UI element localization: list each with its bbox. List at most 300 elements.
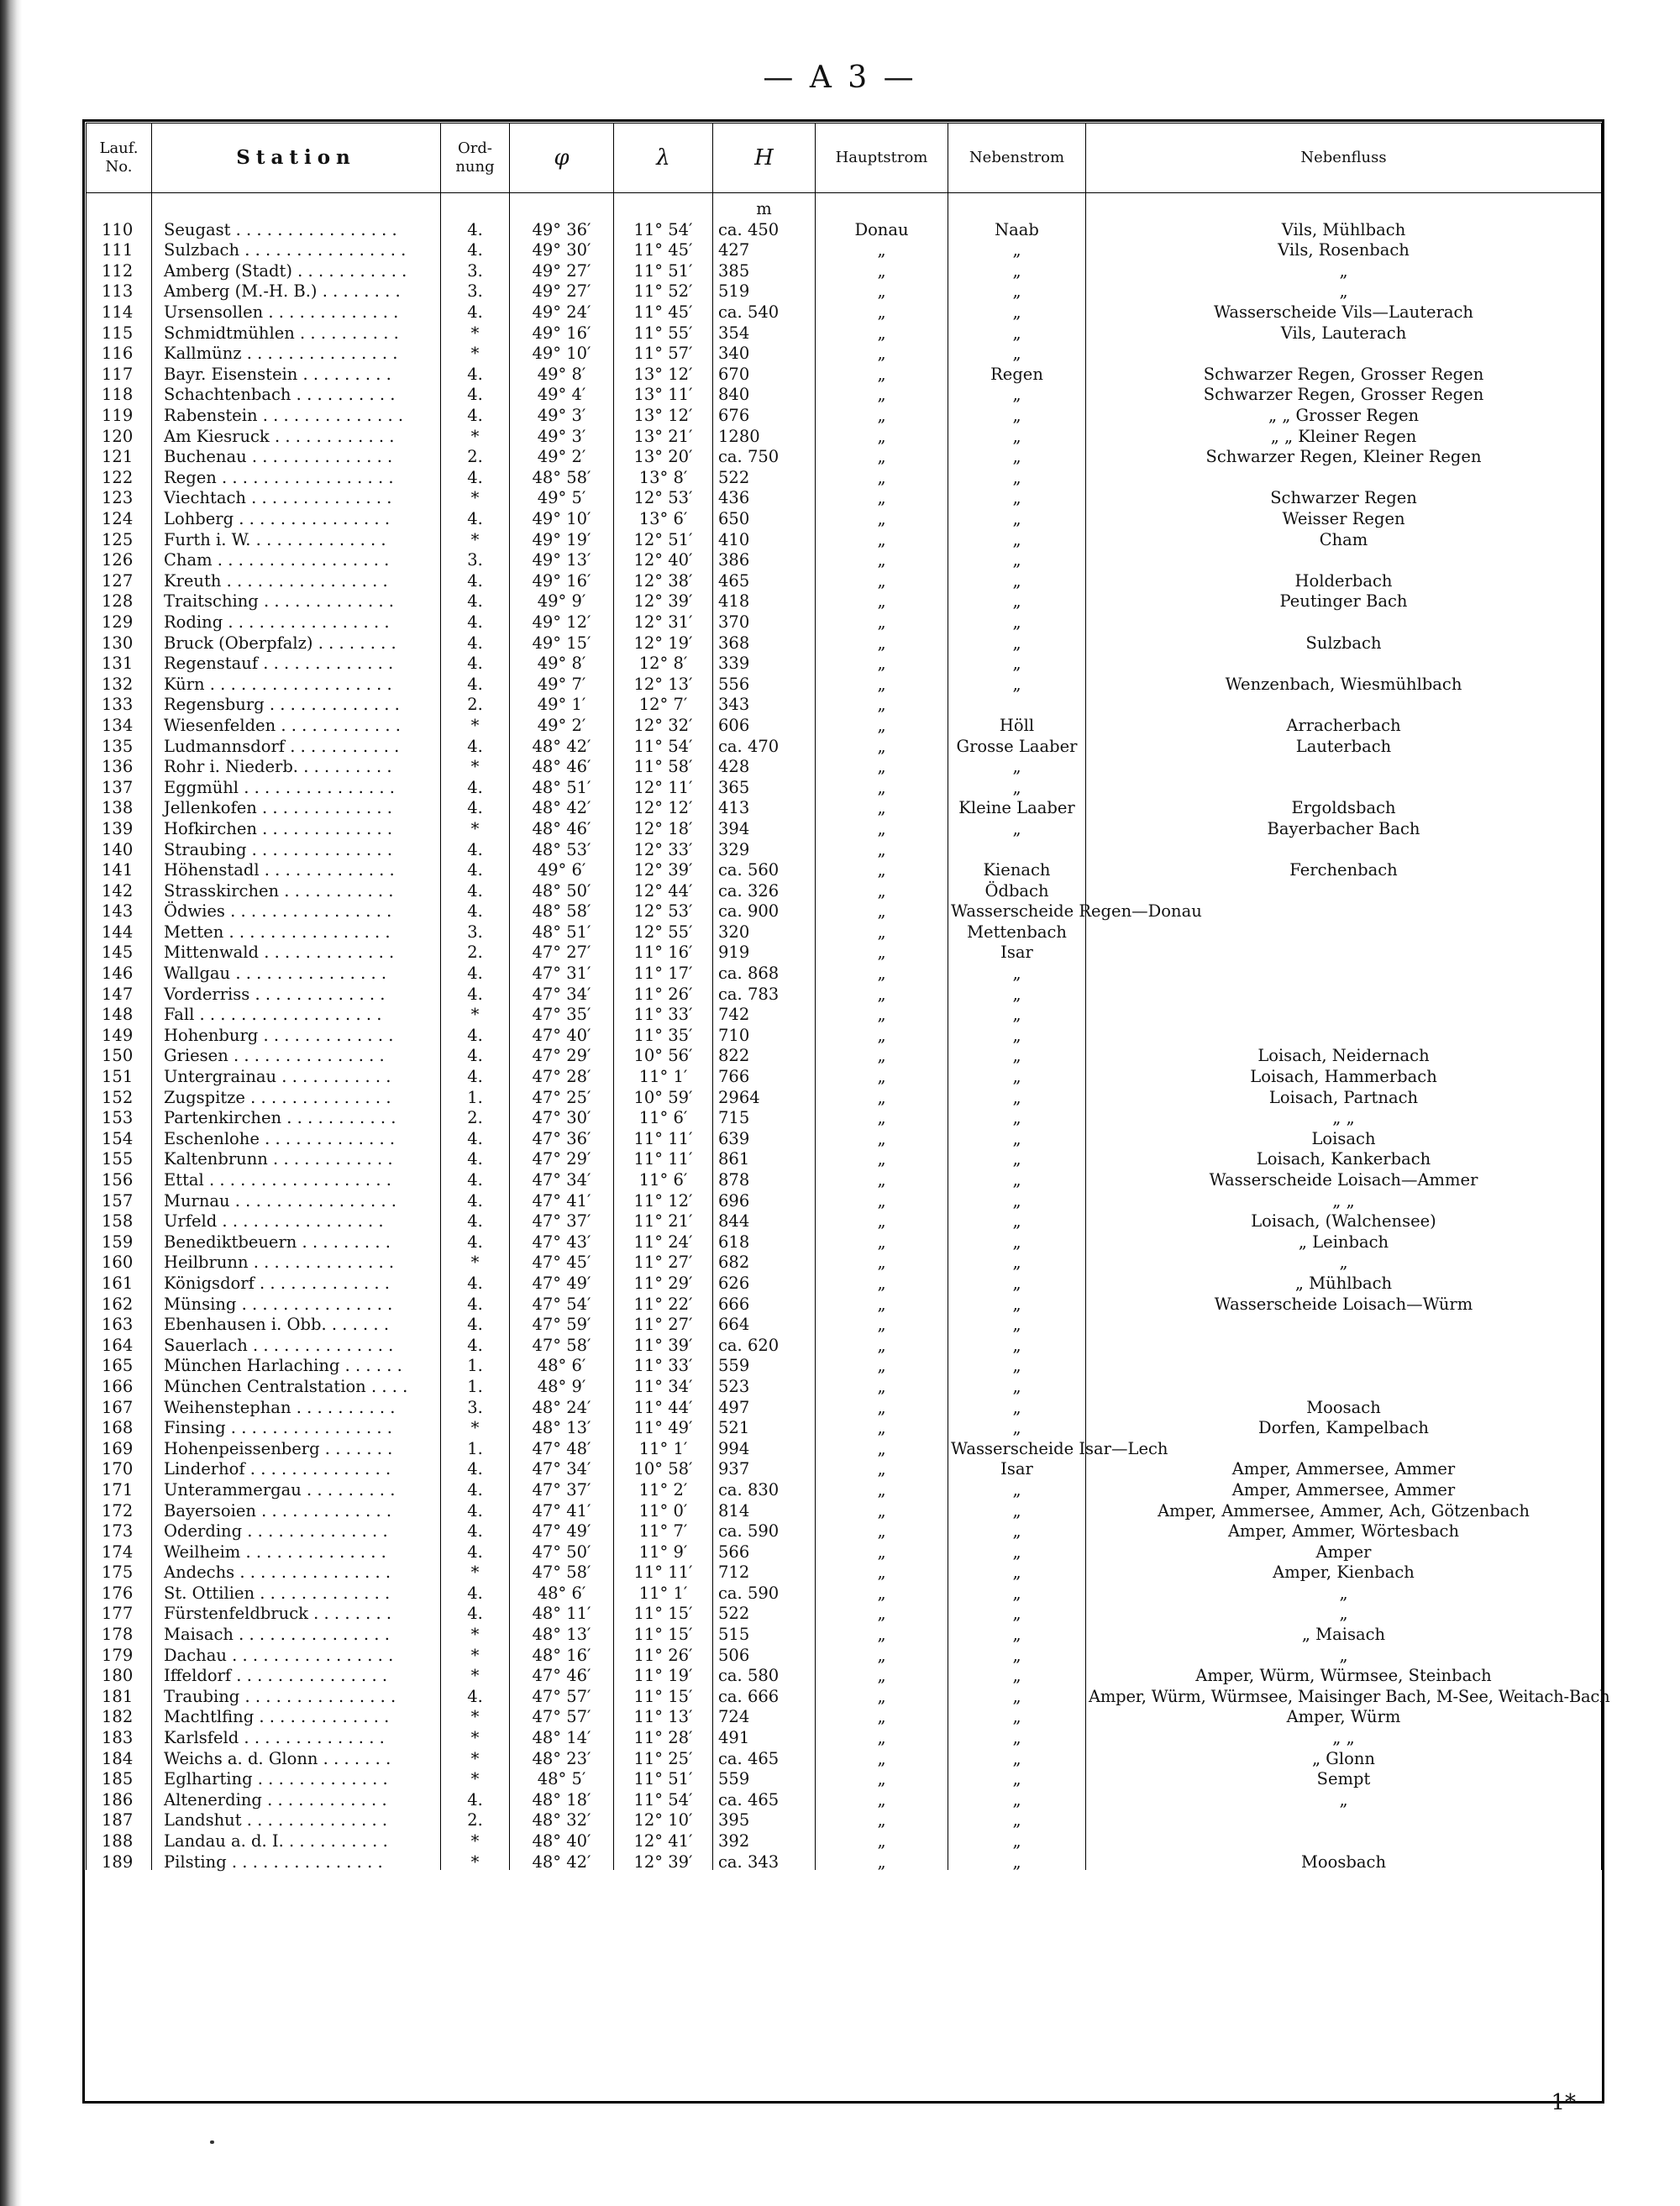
station-name-cell: Weihenstephan . . . . . . . . . .: [152, 1395, 441, 1416]
nebenfluss-cell: „ Glonn: [1086, 1746, 1602, 1767]
ordnung-cell: 4.: [441, 403, 510, 424]
nebenstrom-cell: „: [948, 651, 1086, 672]
nebenstrom-cell: „: [948, 1312, 1086, 1333]
lauf-no-cell: 136: [87, 754, 152, 775]
longitude-cell: 11° 1′: [614, 1437, 713, 1458]
longitude-cell: 11° 7′: [614, 1519, 713, 1540]
hauptstrom-cell: „: [816, 1374, 948, 1395]
nebenfluss-cell: [1086, 341, 1602, 362]
station-name-cell: Weilheim . . . . . . . . . . . . . .: [152, 1540, 441, 1561]
latitude-cell: 49° 30′: [510, 238, 614, 259]
elevation-cell: ca. 580: [713, 1663, 816, 1684]
hauptstrom-cell: „: [816, 1127, 948, 1148]
elevation-cell: 413: [713, 796, 816, 817]
hauptstrom-cell: „: [816, 713, 948, 734]
longitude-cell: 11° 34′: [614, 1374, 713, 1395]
nebenfluss-cell: Cham: [1086, 528, 1602, 549]
ordnung-cell: *: [441, 1704, 510, 1725]
nebenstrom-cell: „: [948, 1829, 1086, 1850]
longitude-cell: 11° 17′: [614, 961, 713, 982]
nebenstrom-cell: „: [948, 569, 1086, 590]
nebenstrom-cell: „: [948, 403, 1086, 424]
lauf-no-cell: 144: [87, 920, 152, 941]
longitude-cell: 11° 1′: [614, 1581, 713, 1602]
elevation-cell: 710: [713, 1023, 816, 1044]
table-row: [87, 1374, 1602, 1395]
elevation-cell: 339: [713, 651, 816, 672]
ordnung-cell: 4.: [441, 982, 510, 1003]
nebenfluss-cell: [1086, 775, 1602, 796]
hauptstrom-cell: „: [816, 817, 948, 838]
ordnung-cell: *: [441, 486, 510, 507]
nebenfluss-cell: [1086, 1333, 1602, 1354]
ordnung-cell: 4.: [441, 1291, 510, 1312]
longitude-cell: 13° 12′: [614, 362, 713, 383]
station-name-cell: Pilsting . . . . . . . . . . . . . . .: [152, 1850, 441, 1871]
nebenfluss-cell: Loisach, Partnach: [1086, 1085, 1602, 1106]
elevation-cell: ca. 750: [713, 444, 816, 465]
table-row: [87, 837, 1602, 858]
hauptstrom-cell: „: [816, 444, 948, 465]
longitude-cell: 11° 2′: [614, 1478, 713, 1499]
longitude-cell: 12° 18′: [614, 817, 713, 838]
nebenfluss-cell: „ „: [1086, 1189, 1602, 1210]
longitude-cell: 11° 51′: [614, 1767, 713, 1788]
footnote-mark: 1*: [1551, 2090, 1576, 2115]
longitude-cell: 11° 11′: [614, 1147, 713, 1168]
table-row: [87, 528, 1602, 549]
nebenstrom-cell: „: [948, 1622, 1086, 1643]
latitude-cell: 49° 5′: [510, 486, 614, 507]
elevation-cell: 386: [713, 548, 816, 569]
table-row: [87, 982, 1602, 1003]
hauptstrom-cell: „: [816, 589, 948, 610]
table-row: [87, 300, 1602, 321]
elevation-cell: 522: [713, 465, 816, 486]
lauf-no-cell: 158: [87, 1209, 152, 1230]
lauf-no-cell: 185: [87, 1767, 152, 1788]
elevation-cell: ca. 540: [713, 300, 816, 321]
table-row: [87, 1808, 1602, 1829]
nebenfluss-cell: Amper, Ammer, Wörtesbach: [1086, 1519, 1602, 1540]
ordnung-cell: 4.: [441, 899, 510, 920]
nebenfluss-cell: Wenzenbach, Wiesmühlbach: [1086, 672, 1602, 693]
station-name-cell: Regen . . . . . . . . . . . . . . . . .: [152, 465, 441, 486]
nebenfluss-cell: Sulzbach: [1086, 630, 1602, 651]
nebenstrom-cell: „: [948, 1395, 1086, 1416]
table-row: [87, 1519, 1602, 1540]
table-row: [87, 1437, 1602, 1458]
ordnung-cell: 4.: [441, 1147, 510, 1168]
lauf-no-cell: 156: [87, 1168, 152, 1189]
latitude-cell: 48° 40′: [510, 1829, 614, 1850]
latitude-cell: 47° 37′: [510, 1209, 614, 1230]
longitude-cell: 11° 21′: [614, 1209, 713, 1230]
lauf-no-cell: 169: [87, 1437, 152, 1458]
header-row: [87, 123, 1602, 193]
nebenfluss-cell: „ „ Kleiner Regen: [1086, 424, 1602, 445]
table-row: [87, 754, 1602, 775]
latitude-cell: 48° 13′: [510, 1416, 614, 1437]
nebenstrom-cell: „: [948, 1581, 1086, 1602]
hauptstrom-cell: „: [816, 238, 948, 259]
table-row: [87, 1271, 1602, 1292]
latitude-cell: 47° 36′: [510, 1127, 614, 1148]
elevation-cell: ca. 783: [713, 982, 816, 1003]
nebenfluss-cell: Loisach: [1086, 1127, 1602, 1148]
nebenstrom-cell: [948, 692, 1086, 713]
table-row: [87, 1643, 1602, 1664]
lauf-no-cell: 113: [87, 279, 152, 300]
elevation-cell: 650: [713, 507, 816, 528]
nebenfluss-cell: [1086, 1374, 1602, 1395]
longitude-cell: 12° 53′: [614, 486, 713, 507]
ordnung-cell: 4.: [441, 1189, 510, 1210]
nebenstrom-cell: „: [948, 1209, 1086, 1230]
latitude-cell: 48° 42′: [510, 1850, 614, 1871]
longitude-cell: 11° 11′: [614, 1560, 713, 1581]
longitude-cell: 11° 57′: [614, 341, 713, 362]
nebenfluss-cell: [1086, 754, 1602, 775]
latitude-cell: 47° 25′: [510, 1085, 614, 1106]
nebenfluss-cell: Amper, Würm: [1086, 1704, 1602, 1725]
longitude-cell: 11° 11′: [614, 1127, 713, 1148]
ordnung-cell: 4.: [441, 733, 510, 754]
elevation-cell: 365: [713, 775, 816, 796]
lauf-no-cell: 148: [87, 1002, 152, 1023]
nebenfluss-cell: [1086, 1312, 1602, 1333]
book-spine-shadow: [0, 0, 22, 2206]
nebenstrom-cell: „: [948, 961, 1086, 982]
nebenstrom-cell: „: [948, 1788, 1086, 1809]
hauptstrom-cell: „: [816, 858, 948, 879]
station-name-cell: Vorderriss . . . . . . . . . . . . .: [152, 982, 441, 1003]
nebenfluss-cell: Bayerbacher Bach: [1086, 817, 1602, 838]
nebenfluss-cell: [1086, 692, 1602, 713]
hauptstrom-cell: „: [816, 1829, 948, 1850]
ordnung-cell: 4.: [441, 796, 510, 817]
header-lauf-no: Lauf. No.: [87, 123, 152, 193]
ordnung-cell: *: [441, 1002, 510, 1023]
latitude-cell: 47° 31′: [510, 961, 614, 982]
station-name-cell: Maisach . . . . . . . . . . . . . . .: [152, 1622, 441, 1643]
nebenfluss-cell: Loisach, Kankerbach: [1086, 1147, 1602, 1168]
latitude-cell: 48° 32′: [510, 1808, 614, 1829]
table-row: [87, 1043, 1602, 1064]
station-name-cell: Mittenwald . . . . . . . . . . . . .: [152, 940, 441, 961]
table-row: [87, 1127, 1602, 1148]
hauptstrom-cell: „: [816, 403, 948, 424]
station-name-cell: Eglharting . . . . . . . . . . . . .: [152, 1767, 441, 1788]
hauptstrom-cell: „: [816, 1106, 948, 1127]
latitude-cell: 47° 41′: [510, 1498, 614, 1519]
nebenfluss-cell: Schwarzer Regen, Kleiner Regen: [1086, 444, 1602, 465]
latitude-cell: 49° 10′: [510, 507, 614, 528]
elevation-cell: ca. 620: [713, 1333, 816, 1354]
ordnung-cell: 2.: [441, 692, 510, 713]
nebenfluss-cell: „ „ Grosser Regen: [1086, 403, 1602, 424]
elevation-cell: 639: [713, 1127, 816, 1148]
elevation-cell: 506: [713, 1643, 816, 1664]
latitude-cell: 49° 3′: [510, 403, 614, 424]
table-row: [87, 1560, 1602, 1581]
longitude-cell: 11° 33′: [614, 1002, 713, 1023]
station-name-cell: Unterammergau . . . . . . . . .: [152, 1478, 441, 1499]
elevation-cell: ca. 830: [713, 1478, 816, 1499]
elevation-cell: 428: [713, 754, 816, 775]
nebenstrom-cell: „: [948, 528, 1086, 549]
longitude-cell: 11° 45′: [614, 300, 713, 321]
ordnung-cell: 2.: [441, 444, 510, 465]
nebenstrom-cell: „: [948, 382, 1086, 403]
table-row: [87, 1622, 1602, 1643]
table-row: [87, 569, 1602, 590]
ordnung-cell: 4.: [441, 858, 510, 879]
elevation-cell: 521: [713, 1416, 816, 1437]
nebenfluss-cell: Amper: [1086, 1540, 1602, 1561]
ordnung-cell: 4.: [441, 362, 510, 383]
lauf-no-cell: 159: [87, 1230, 152, 1251]
lauf-no-cell: 141: [87, 858, 152, 879]
elevation-cell: 320: [713, 920, 816, 941]
longitude-cell: 12° 55′: [614, 920, 713, 941]
nebenfluss-cell: „: [1086, 1581, 1602, 1602]
header-phi: φ: [510, 123, 614, 193]
latitude-cell: 49° 2′: [510, 713, 614, 734]
latitude-cell: 48° 5′: [510, 1767, 614, 1788]
lauf-no-cell: 119: [87, 403, 152, 424]
latitude-cell: 49° 1′: [510, 692, 614, 713]
longitude-cell: 12° 32′: [614, 713, 713, 734]
nebenstrom-cell: „: [948, 1250, 1086, 1271]
nebenstrom-cell: „: [948, 1106, 1086, 1127]
table-row: [87, 899, 1602, 920]
lauf-no-cell: 151: [87, 1064, 152, 1085]
longitude-cell: 11° 15′: [614, 1601, 713, 1622]
elevation-cell: 919: [713, 940, 816, 961]
elevation-cell: 2964: [713, 1085, 816, 1106]
elevation-cell: 861: [713, 1147, 816, 1168]
elevation-cell: 559: [713, 1767, 816, 1788]
nebenstrom-cell: Isar: [948, 940, 1086, 961]
latitude-cell: 47° 46′: [510, 1663, 614, 1684]
nebenfluss-cell: [1086, 940, 1602, 961]
lauf-no-cell: 168: [87, 1416, 152, 1437]
table-row: [87, 1478, 1602, 1499]
ordnung-cell: 2.: [441, 1106, 510, 1127]
elevation-cell: 427: [713, 238, 816, 259]
elevation-cell: 395: [713, 1808, 816, 1829]
lauf-no-cell: 126: [87, 548, 152, 569]
station-name-cell: Machtlfing . . . . . . . . . . . . .: [152, 1704, 441, 1725]
elevation-cell: ca. 666: [713, 1684, 816, 1705]
table-row: [87, 1416, 1602, 1437]
table-row: [87, 713, 1602, 734]
station-name-cell: Am Kiesruck . . . . . . . . . . . .: [152, 424, 441, 445]
nebenfluss-cell: Vils, Mühlbach: [1086, 218, 1602, 239]
ordnung-cell: *: [441, 1643, 510, 1664]
station-name-cell: Ludmannsdorf . . . . . . . . . . .: [152, 733, 441, 754]
elevation-cell: ca. 560: [713, 858, 816, 879]
latitude-cell: 48° 14′: [510, 1725, 614, 1746]
station-name-cell: Amberg (M.-H. B.) . . . . . . . .: [152, 279, 441, 300]
nebenstrom-cell: „: [948, 1127, 1086, 1148]
latitude-cell: 49° 9′: [510, 589, 614, 610]
table-row: [87, 1189, 1602, 1210]
longitude-cell: 13° 6′: [614, 507, 713, 528]
nebenstrom-cell: „: [948, 300, 1086, 321]
latitude-cell: 47° 59′: [510, 1312, 614, 1333]
latitude-cell: 47° 30′: [510, 1106, 614, 1127]
nebenstrom-cell: Isar: [948, 1457, 1086, 1478]
table-row: [87, 321, 1602, 342]
table-row: [87, 1498, 1602, 1519]
longitude-cell: 13° 11′: [614, 382, 713, 403]
nebenstrom-cell: „: [948, 444, 1086, 465]
latitude-cell: 49° 8′: [510, 651, 614, 672]
longitude-cell: 11° 12′: [614, 1189, 713, 1210]
latitude-cell: 49° 27′: [510, 279, 614, 300]
header-ordnung: Ord- nung: [441, 123, 510, 193]
station-name-cell: Bayersoien . . . . . . . . . . . . .: [152, 1498, 441, 1519]
ordnung-cell: 4.: [441, 1788, 510, 1809]
nebenstrom-cell: „: [948, 486, 1086, 507]
latitude-cell: 47° 41′: [510, 1189, 614, 1210]
station-name-cell: Eggmühl . . . . . . . . . . . . . . .: [152, 775, 441, 796]
table-row: [87, 589, 1602, 610]
station-name-cell: Benediktbeuern . . . . . . . . .: [152, 1230, 441, 1251]
latitude-cell: 48° 53′: [510, 837, 614, 858]
lauf-no-cell: 186: [87, 1788, 152, 1809]
lauf-no-cell: 163: [87, 1312, 152, 1333]
lauf-no-cell: 117: [87, 362, 152, 383]
table-row: [87, 1064, 1602, 1085]
ordnung-cell: *: [441, 713, 510, 734]
lauf-no-cell: 145: [87, 940, 152, 961]
longitude-cell: 13° 8′: [614, 465, 713, 486]
station-name-cell: München Centralstation . . . .: [152, 1374, 441, 1395]
lauf-no-cell: 139: [87, 817, 152, 838]
elevation-cell: 354: [713, 321, 816, 342]
latitude-cell: 48° 16′: [510, 1643, 614, 1664]
ordnung-cell: *: [441, 1622, 510, 1643]
nebenfluss-cell: [1086, 961, 1602, 982]
nebenstrom-cell: „: [948, 1085, 1086, 1106]
lauf-no-cell: 157: [87, 1189, 152, 1210]
nebenfluss-cell: Loisach, (Walchensee): [1086, 1209, 1602, 1230]
longitude-cell: 11° 54′: [614, 733, 713, 754]
nebenfluss-cell: „ Leinbach: [1086, 1230, 1602, 1251]
lauf-no-cell: 165: [87, 1353, 152, 1374]
lauf-no-cell: 127: [87, 569, 152, 590]
elevation-cell: 368: [713, 630, 816, 651]
station-name-cell: Karlsfeld . . . . . . . . . . . . . .: [152, 1725, 441, 1746]
nebenstrom-cell: „: [948, 1353, 1086, 1374]
latitude-cell: 49° 16′: [510, 569, 614, 590]
ordnung-cell: 4.: [441, 1271, 510, 1292]
hauptstrom-cell: „: [816, 1064, 948, 1085]
lauf-no-cell: 154: [87, 1127, 152, 1148]
nebenstrom-cell: „: [948, 424, 1086, 445]
lauf-no-cell: 130: [87, 630, 152, 651]
ordnung-cell: 3.: [441, 548, 510, 569]
longitude-cell: 11° 45′: [614, 238, 713, 259]
lauf-no-cell: 131: [87, 651, 152, 672]
longitude-cell: 11° 9′: [614, 1540, 713, 1561]
hauptstrom-cell: „: [816, 1312, 948, 1333]
hauptstrom-cell: „: [816, 1808, 948, 1829]
longitude-cell: 11° 0′: [614, 1498, 713, 1519]
station-name-cell: Amberg (Stadt) . . . . . . . . . . .: [152, 259, 441, 280]
lauf-no-cell: 167: [87, 1395, 152, 1416]
elevation-cell: 766: [713, 1064, 816, 1085]
latitude-cell: 47° 35′: [510, 1002, 614, 1023]
table-row: [87, 403, 1602, 424]
hauptstrom-cell: „: [816, 1189, 948, 1210]
latitude-cell: 47° 43′: [510, 1230, 614, 1251]
elevation-cell: 343: [713, 692, 816, 713]
nebenfluss-cell: Vils, Rosenbach: [1086, 238, 1602, 259]
table-row: [87, 961, 1602, 982]
nebenfluss-cell: Amper, Ammersee, Ammer: [1086, 1478, 1602, 1499]
longitude-cell: 12° 38′: [614, 569, 713, 590]
nebenfluss-cell: Lauterbach: [1086, 733, 1602, 754]
elevation-cell: ca. 343: [713, 1850, 816, 1871]
hauptstrom-cell: „: [816, 1788, 948, 1809]
longitude-cell: 11° 54′: [614, 218, 713, 239]
nebenfluss-cell: Wasserscheide Loisach—Ammer: [1086, 1168, 1602, 1189]
hauptstrom-cell: „: [816, 1168, 948, 1189]
longitude-cell: 11° 54′: [614, 1788, 713, 1809]
station-name-cell: Ettal . . . . . . . . . . . . . . . . . .: [152, 1168, 441, 1189]
station-name-cell: Höhenstadl . . . . . . . . . . . . .: [152, 858, 441, 879]
ordnung-cell: *: [441, 341, 510, 362]
lauf-no-cell: 128: [87, 589, 152, 610]
latitude-cell: 49° 6′: [510, 858, 614, 879]
nebenstrom-cell: „: [948, 775, 1086, 796]
station-name-cell: Jellenkofen . . . . . . . . . . . . .: [152, 796, 441, 817]
ordnung-cell: 4.: [441, 1540, 510, 1561]
latitude-cell: 47° 49′: [510, 1519, 614, 1540]
table-row: [87, 1684, 1602, 1705]
nebenfluss-cell: „: [1086, 1250, 1602, 1271]
longitude-cell: 11° 39′: [614, 1333, 713, 1354]
station-name-cell: Münsing . . . . . . . . . . . . . . .: [152, 1291, 441, 1312]
elevation-cell: 822: [713, 1043, 816, 1064]
elevation-cell: 566: [713, 1540, 816, 1561]
table-row: [87, 1353, 1602, 1374]
ordnung-cell: 4.: [441, 382, 510, 403]
lauf-no-cell: 173: [87, 1519, 152, 1540]
latitude-cell: 49° 12′: [510, 610, 614, 631]
lauf-no-cell: 110: [87, 218, 152, 239]
nebenstrom-cell: Regen: [948, 362, 1086, 383]
hauptstrom-cell: „: [816, 1478, 948, 1499]
nebenfluss-cell: [1086, 1829, 1602, 1850]
station-name-cell: Metten . . . . . . . . . . . . . . . .: [152, 920, 441, 941]
ordnung-cell: *: [441, 424, 510, 445]
hauptstrom-cell: „: [816, 569, 948, 590]
nebenfluss-cell: Wasserscheide Loisach—Würm: [1086, 1291, 1602, 1312]
nebenstrom-cell: „: [948, 610, 1086, 631]
lauf-no-cell: 115: [87, 321, 152, 342]
latitude-cell: 49° 3′: [510, 424, 614, 445]
table-row: [87, 1788, 1602, 1809]
hauptstrom-cell: „: [816, 321, 948, 342]
latitude-cell: 49° 4′: [510, 382, 614, 403]
hauptstrom-cell: „: [816, 362, 948, 383]
hauptstrom-cell: „: [816, 465, 948, 486]
